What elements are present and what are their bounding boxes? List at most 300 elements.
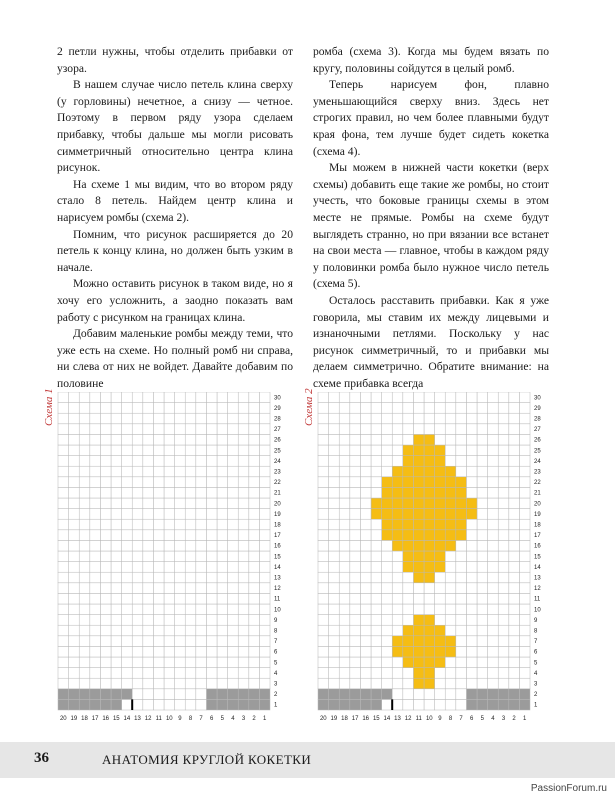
stitch-cell	[445, 424, 456, 435]
stitch-cell	[185, 487, 196, 498]
stitch-cell	[477, 466, 488, 477]
stitch-cell	[350, 540, 361, 551]
stitch-cell	[153, 498, 164, 509]
stitch-cell	[435, 689, 446, 700]
stitch-cell	[175, 593, 186, 604]
stitch-cell	[509, 413, 520, 424]
stitch-cell	[122, 604, 133, 615]
stitch-cell	[413, 604, 424, 615]
stitch-cell	[371, 699, 382, 710]
stitch-number: 5	[480, 716, 484, 722]
stitch-cell	[445, 615, 456, 626]
stitch-cell	[132, 403, 143, 414]
stitch-cell	[392, 678, 403, 689]
stitch-cell	[153, 668, 164, 679]
stitch-cell	[164, 604, 175, 615]
row-number: 11	[274, 596, 281, 603]
stitch-cell	[392, 562, 403, 573]
row-number: 13	[534, 575, 541, 582]
stitch-cell	[498, 509, 509, 520]
stitch-cell	[79, 466, 90, 477]
stitch-cell	[143, 678, 154, 689]
stitch-cell	[196, 625, 207, 636]
row-number: 18	[274, 522, 281, 529]
stitch-cell	[329, 445, 340, 456]
stitch-cell	[403, 562, 414, 573]
stitch-cell	[498, 477, 509, 488]
stitch-cell	[90, 403, 101, 414]
stitch-cell	[498, 487, 509, 498]
stitch-number: 15	[112, 716, 120, 722]
stitch-cell	[206, 424, 217, 435]
stitch-cell	[509, 657, 520, 668]
stitch-cell	[153, 572, 164, 583]
stitch-cell	[371, 519, 382, 530]
stitch-cell	[111, 456, 122, 467]
stitch-cell	[445, 562, 456, 573]
stitch-cell	[153, 657, 164, 668]
stitch-cell	[111, 593, 122, 604]
stitch-cell	[329, 699, 340, 710]
stitch-cell	[259, 593, 270, 604]
paragraph: Можно оставить рисунок в таком виде, но я хочу его усложнить, а заодно показать вам работу с рисунком на границах клина.	[57, 277, 293, 324]
stitch-cell	[498, 413, 509, 424]
stitch-cell	[456, 572, 467, 583]
stitch-cell	[206, 519, 217, 530]
stitch-cell	[509, 456, 520, 467]
stitch-cell	[488, 583, 499, 594]
stitch-cell	[100, 540, 111, 551]
stitch-cell	[488, 413, 499, 424]
stitch-cell	[249, 530, 260, 541]
stitch-cell	[445, 466, 456, 477]
stitch-cell	[58, 540, 69, 551]
stitch-cell	[498, 604, 509, 615]
stitch-cell	[228, 392, 239, 403]
stitch-cell	[90, 678, 101, 689]
stitch-cell	[435, 487, 446, 498]
row-number: 24	[534, 458, 541, 465]
stitch-cell	[477, 445, 488, 456]
row-number: 15	[274, 554, 281, 561]
stitch-cell	[339, 551, 350, 562]
row-number: 17	[534, 533, 541, 540]
stitch-cell	[488, 477, 499, 488]
stitch-cell	[403, 392, 414, 403]
stitch-cell	[477, 392, 488, 403]
row-number: 4	[274, 670, 278, 677]
stitch-cell	[238, 392, 249, 403]
stitch-cell	[371, 413, 382, 424]
stitch-cell	[164, 657, 175, 668]
stitch-cell	[175, 392, 186, 403]
stitch-cell	[90, 466, 101, 477]
stitch-cell	[58, 668, 69, 679]
stitch-cell	[371, 466, 382, 477]
stitch-cell	[382, 572, 393, 583]
stitch-cell	[175, 668, 186, 679]
stitch-cell	[435, 477, 446, 488]
stitch-cell	[371, 604, 382, 615]
stitch-cell	[238, 646, 249, 657]
stitch-cell	[111, 583, 122, 594]
stitch-cell	[403, 403, 414, 414]
stitch-cell	[488, 615, 499, 626]
stitch-cell	[435, 572, 446, 583]
stitch-cell	[392, 445, 403, 456]
stitch-cell	[424, 562, 435, 573]
stitch-cell	[382, 699, 393, 710]
stitch-cell	[519, 636, 530, 647]
stitch-cell	[456, 593, 467, 604]
stitch-cell	[143, 699, 154, 710]
stitch-cell	[164, 456, 175, 467]
stitch-cell	[217, 562, 228, 573]
stitch-cell	[403, 456, 414, 467]
stitch-cell	[392, 551, 403, 562]
stitch-cell	[382, 456, 393, 467]
stitch-cell	[350, 625, 361, 636]
stitch-cell	[318, 519, 329, 530]
stitch-cell	[90, 456, 101, 467]
stitch-cell	[122, 540, 133, 551]
stitch-cell	[519, 615, 530, 626]
stitch-cell	[350, 604, 361, 615]
stitch-cell	[69, 498, 80, 509]
stitch-cell	[228, 413, 239, 424]
grid-cells	[58, 392, 270, 710]
stitch-cell	[360, 434, 371, 445]
stitch-cell	[206, 509, 217, 520]
stitch-cell	[153, 487, 164, 498]
stitch-cell	[143, 424, 154, 435]
stitch-cell	[445, 572, 456, 583]
stitch-cell	[488, 456, 499, 467]
stitch-cell	[196, 540, 207, 551]
row-number: 25	[534, 448, 541, 455]
stitch-cell	[329, 456, 340, 467]
stitch-cell	[382, 519, 393, 530]
stitch-cell	[79, 540, 90, 551]
stitch-cell	[206, 593, 217, 604]
stitch-cell	[238, 434, 249, 445]
row-number: 20	[534, 501, 541, 508]
stitch-cell	[445, 509, 456, 520]
stitch-cell	[79, 646, 90, 657]
stitch-cell	[143, 636, 154, 647]
stitch-cell	[488, 498, 499, 509]
stitch-cell	[259, 689, 270, 700]
stitch-cell	[58, 572, 69, 583]
stitch-cell	[69, 509, 80, 520]
stitch-cell	[466, 646, 477, 657]
stitch-cell	[100, 678, 111, 689]
stitch-cell	[196, 413, 207, 424]
stitch-cell	[69, 413, 80, 424]
stitch-cell	[185, 699, 196, 710]
stitch-cell	[509, 487, 520, 498]
row-number: 21	[534, 490, 541, 497]
stitch-cell	[58, 445, 69, 456]
stitch-cell	[90, 551, 101, 562]
stitch-cell	[228, 593, 239, 604]
stitch-cell	[509, 604, 520, 615]
stitch-cell	[111, 498, 122, 509]
stitch-cell	[424, 434, 435, 445]
stitch-cell	[164, 466, 175, 477]
stitch-cell	[466, 445, 477, 456]
stitch-cell	[143, 540, 154, 551]
stitch-cell	[259, 636, 270, 647]
stitch-cell	[424, 668, 435, 679]
stitch-cell	[259, 657, 270, 668]
stitch-cell	[339, 392, 350, 403]
stitch-cell	[58, 466, 69, 477]
stitch-cell	[206, 403, 217, 414]
stitch-cell	[79, 657, 90, 668]
stitch-cell	[413, 424, 424, 435]
stitch-cell	[132, 413, 143, 424]
stitch-cell	[413, 657, 424, 668]
stitch-cell	[143, 498, 154, 509]
stitch-cell	[392, 509, 403, 520]
stitch-cell	[164, 583, 175, 594]
stitch-cell	[79, 615, 90, 626]
stitch-cell	[339, 646, 350, 657]
stitch-cell	[185, 657, 196, 668]
stitch-cell	[90, 583, 101, 594]
stitch-cell	[519, 625, 530, 636]
stitch-cell	[249, 487, 260, 498]
stitch-cell	[175, 657, 186, 668]
stitch-cell	[228, 487, 239, 498]
stitch-cell	[445, 699, 456, 710]
stitch-cell	[143, 668, 154, 679]
stitch-cell	[79, 392, 90, 403]
stitch-cell	[339, 604, 350, 615]
stitch-cell	[100, 668, 111, 679]
stitch-cell	[519, 456, 530, 467]
stitch-cell	[488, 487, 499, 498]
stitch-cell	[318, 593, 329, 604]
stitch-cell	[111, 572, 122, 583]
stitch-number: 7	[199, 716, 203, 722]
stitch-cell	[206, 498, 217, 509]
stitch-cell	[424, 530, 435, 541]
stitch-cell	[445, 593, 456, 604]
stitch-cell	[175, 424, 186, 435]
stitch-cell	[318, 456, 329, 467]
stitch-cell	[445, 530, 456, 541]
stitch-cell	[498, 434, 509, 445]
stitch-cell	[466, 540, 477, 551]
stitch-cell	[175, 636, 186, 647]
stitch-cell	[403, 689, 414, 700]
stitch-cell	[259, 509, 270, 520]
stitch-cell	[456, 509, 467, 520]
stitch-cell	[519, 434, 530, 445]
stitch-number: 13	[394, 716, 401, 722]
stitch-cell	[100, 487, 111, 498]
stitch-cell	[143, 456, 154, 467]
stitch-cell	[519, 392, 530, 403]
stitch-cell	[477, 551, 488, 562]
stitch-cell	[382, 466, 393, 477]
stitch-cell	[488, 625, 499, 636]
stitch-cell	[100, 615, 111, 626]
stitch-cell	[445, 413, 456, 424]
stitch-cell	[217, 466, 228, 477]
stitch-cell	[122, 519, 133, 530]
stitch-cell	[403, 519, 414, 530]
stitch-cell	[350, 583, 361, 594]
stitch-cell	[206, 477, 217, 488]
stitch-cell	[175, 678, 186, 689]
stitch-cell	[392, 572, 403, 583]
stitch-cell	[456, 699, 467, 710]
stitch-cell	[153, 636, 164, 647]
stitch-cell	[238, 445, 249, 456]
watermark: PassionForum.ru	[530, 783, 607, 794]
stitch-cell	[435, 646, 446, 657]
stitch-cell	[477, 572, 488, 583]
row-number: 6	[274, 649, 278, 656]
stitch-cell	[164, 689, 175, 700]
stitch-cell	[185, 583, 196, 594]
stitch-cell	[509, 434, 520, 445]
stitch-cell	[329, 583, 340, 594]
stitch-cell	[217, 657, 228, 668]
stitch-cell	[519, 593, 530, 604]
stitch-cell	[196, 615, 207, 626]
stitch-cell	[238, 403, 249, 414]
stitch-cell	[185, 625, 196, 636]
stitch-cell	[249, 403, 260, 414]
stitch-cell	[435, 530, 446, 541]
stitch-cell	[339, 657, 350, 668]
stitch-cell	[509, 530, 520, 541]
stitch-cell	[360, 413, 371, 424]
stitch-cell	[111, 466, 122, 477]
stitch-cell	[111, 509, 122, 520]
stitch-cell	[477, 477, 488, 488]
stitch-cell	[153, 530, 164, 541]
stitch-cell	[90, 509, 101, 520]
stitch-cell	[185, 509, 196, 520]
stitch-cell	[122, 530, 133, 541]
stitch-cell	[371, 562, 382, 573]
stitch-cell	[206, 678, 217, 689]
stitch-cell	[392, 540, 403, 551]
stitch-cell	[175, 615, 186, 626]
stitch-cell	[382, 657, 393, 668]
stitch-cell	[153, 551, 164, 562]
stitch-cell	[318, 604, 329, 615]
stitch-number: 19	[330, 716, 338, 722]
stitch-cell	[228, 657, 239, 668]
stitch-cell	[122, 646, 133, 657]
stitch-cell	[90, 477, 101, 488]
stitch-cell	[488, 551, 499, 562]
stitch-cell	[403, 583, 414, 594]
stitch-cell	[392, 689, 403, 700]
stitch-cell	[259, 646, 270, 657]
stitch-cell	[206, 413, 217, 424]
stitch-cell	[175, 477, 186, 488]
stitch-cell	[143, 413, 154, 424]
row-number: 9	[534, 617, 538, 624]
stitch-cell	[196, 604, 207, 615]
stitch-cell	[435, 519, 446, 530]
stitch-cell	[424, 477, 435, 488]
stitch-cell	[350, 498, 361, 509]
stitch-cell	[350, 615, 361, 626]
stitch-cell	[456, 519, 467, 530]
stitch-cell	[249, 615, 260, 626]
stitch-cell	[424, 625, 435, 636]
page-number: 36	[34, 750, 49, 766]
stitch-cell	[58, 456, 69, 467]
stitch-cell	[185, 519, 196, 530]
stitch-cell	[196, 678, 207, 689]
stitch-cell	[424, 689, 435, 700]
stitch-cell	[132, 456, 143, 467]
stitch-cell	[196, 509, 207, 520]
stitch-cell	[153, 392, 164, 403]
stitch-cell	[69, 678, 80, 689]
row-number: 27	[534, 427, 541, 434]
stitch-cell	[217, 424, 228, 435]
stitch-cell	[466, 604, 477, 615]
row-number: 23	[274, 469, 281, 476]
stitch-cell	[424, 392, 435, 403]
stitch-cell	[69, 445, 80, 456]
stitch-cell	[435, 583, 446, 594]
stitch-cell	[196, 668, 207, 679]
stitch-cell	[259, 615, 270, 626]
stitch-cell	[249, 646, 260, 657]
stitch-cell	[382, 593, 393, 604]
stitch-cell	[69, 540, 80, 551]
stitch-cell	[424, 657, 435, 668]
stitch-cell	[392, 413, 403, 424]
stitch-cell	[143, 583, 154, 594]
stitch-cell	[259, 487, 270, 498]
stitch-cell	[90, 445, 101, 456]
stitch-cell	[217, 699, 228, 710]
row-number: 3	[534, 681, 538, 688]
stitch-cell	[456, 551, 467, 562]
row-number: 19	[534, 511, 541, 518]
stitch-cell	[339, 498, 350, 509]
stitch-cell	[79, 477, 90, 488]
stitch-cell	[206, 604, 217, 615]
stitch-cell	[339, 699, 350, 710]
stitch-cell	[100, 434, 111, 445]
stitch-cell	[413, 689, 424, 700]
stitch-cell	[69, 403, 80, 414]
stitch-cell	[100, 551, 111, 562]
stitch-cell	[217, 413, 228, 424]
stitch-cell	[392, 392, 403, 403]
stitch-cell	[519, 540, 530, 551]
stitch-cell	[196, 593, 207, 604]
stitch-cell	[329, 689, 340, 700]
stitch-cell	[498, 583, 509, 594]
stitch-cell	[249, 392, 260, 403]
stitch-cell	[339, 562, 350, 573]
stitch-cell	[318, 668, 329, 679]
